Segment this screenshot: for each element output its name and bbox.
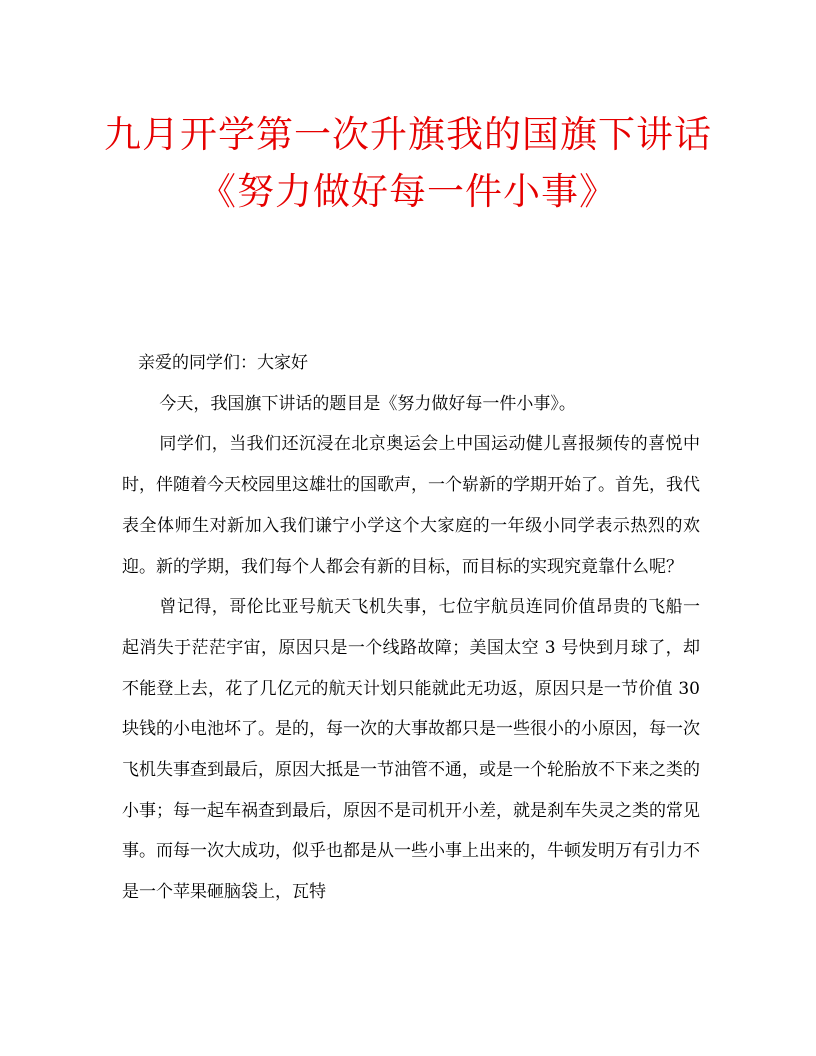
document-subtitle: 《努力做好每一件小事》 — [199, 170, 617, 213]
document-title: 九月开学第一次升旗我的国旗下讲话 — [104, 113, 712, 156]
document-body — [122, 343, 700, 913]
greeting-paragraph: 亲爱的同学们：大家好 — [138, 353, 308, 373]
body-paragraph: 曾记得，哥伦比亚号航天飞机失事，七位宇航员连同价值昂贵的飞船一起消失于茫茫宇宙，原因只是一个线路故障；美国太空 3 号快到月球了，却不能登上去，花了几亿元的航天计划只能就此无功返，原因只是一节价值 30 块钱的小电池坏了。是的，每一次的大事故都只是一些很小的小原因，每一次飞机失事查到最后，原因大抵是一节油管不通，或是一个轮胎放不下来之类的小事；每一起车祸查到最后，原因不是司机开小差，就是刹车失灵之类的常见事。而每一次大成功，似乎也都是从一些小事上出来的，牛顿发明万有引力不是一个苹果砸脑袋上，瓦特 — [122, 597, 700, 903]
topic-paragraph: 今天，我国旗下讲话的题目是《努力做好每一件小事》。 — [159, 393, 576, 414]
body-paragraph: 同学们，当我们还沉浸在北京奥运会上中国运动健儿喜报频传的喜悦中时，伴随着今天校园里这雄壮的国歌声，一个崭新的学期开始了。首先，我代表全体师生对新加入我们谦宁小学这个大家庭的一年级小同学表示热烈的欢迎。新的学期，我们每个人都会有新的目标，而目标的实现究竟靠什么呢？ — [122, 434, 700, 577]
